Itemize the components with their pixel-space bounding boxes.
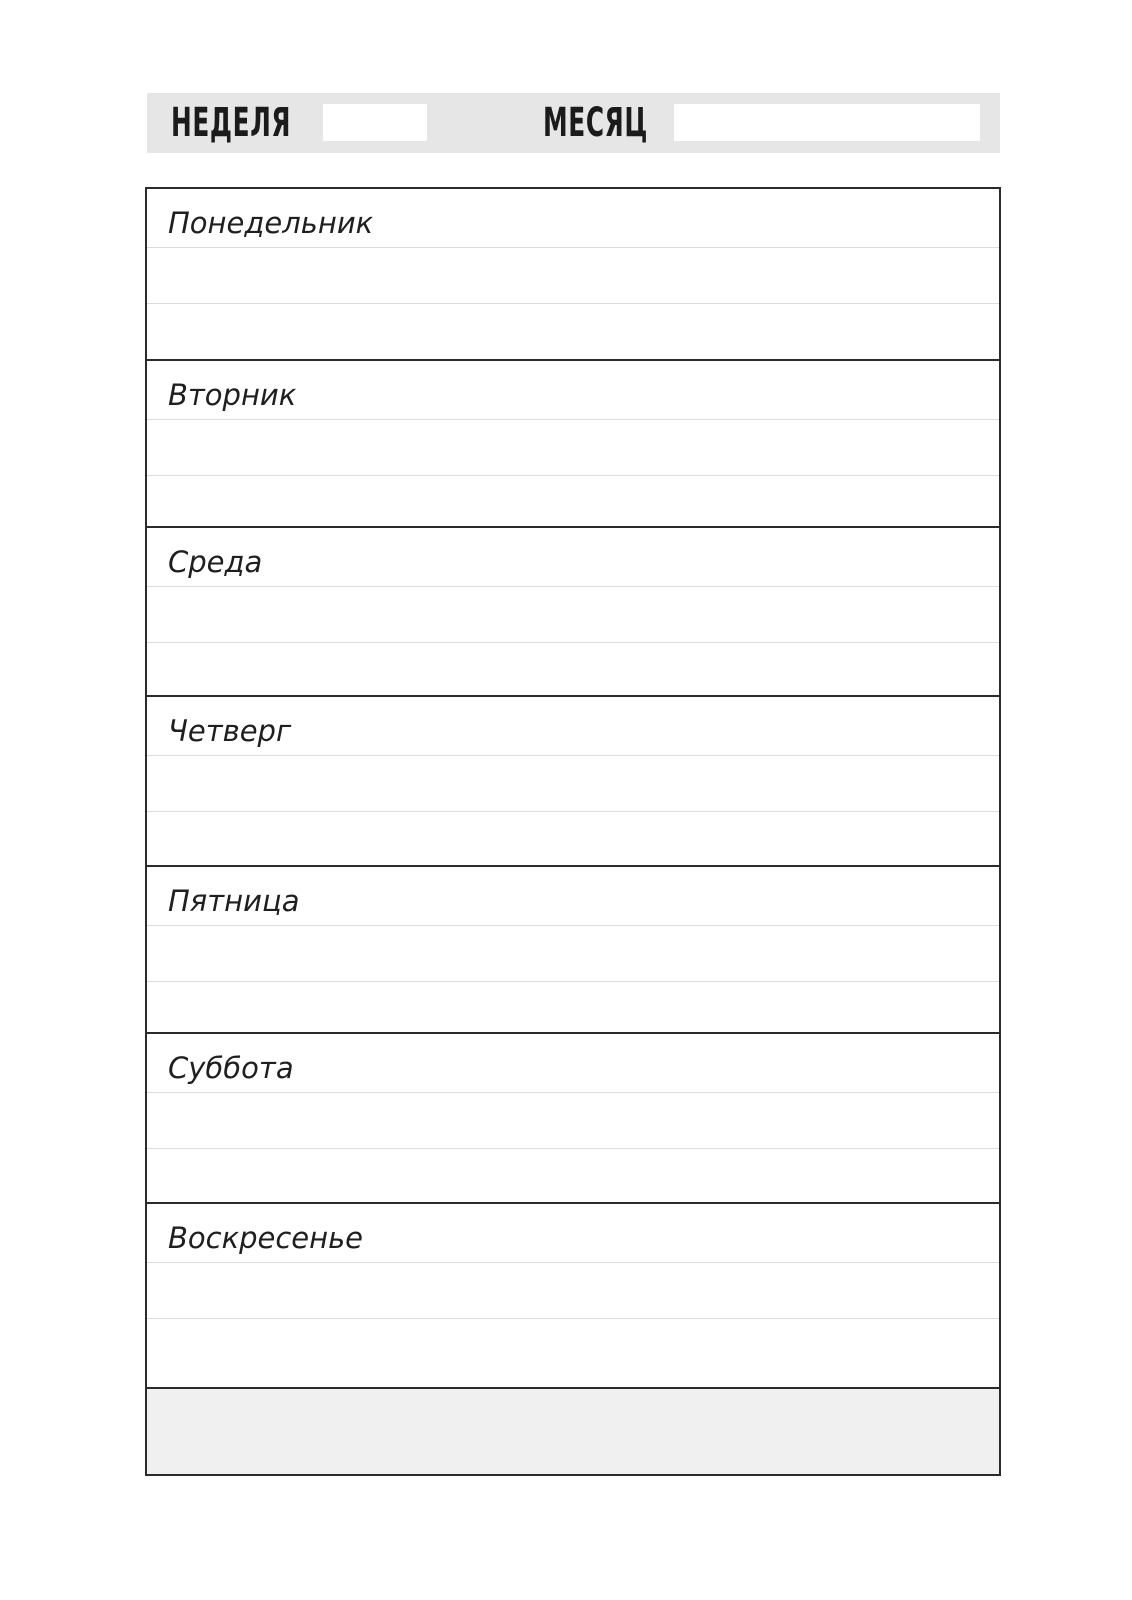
writing-line <box>147 1148 999 1149</box>
header-bar <box>147 93 1000 153</box>
weekly-planner <box>145 187 1001 1476</box>
week-input[interactable] <box>323 104 427 141</box>
writing-line <box>147 642 999 643</box>
writing-line <box>147 811 999 812</box>
writing-line <box>147 755 999 756</box>
day-block-monday[interactable] <box>147 189 999 361</box>
day-label-tuesday: Вторник <box>168 378 297 412</box>
writing-line <box>147 1318 999 1319</box>
writing-line <box>147 1092 999 1093</box>
notes-area[interactable] <box>147 1389 999 1474</box>
day-block-tuesday[interactable] <box>147 361 999 528</box>
writing-line <box>147 247 999 248</box>
writing-line <box>147 303 999 304</box>
day-label-saturday: Суббота <box>168 1051 294 1085</box>
day-block-sunday[interactable] <box>147 1204 999 1389</box>
day-label-monday: Понедельник <box>168 206 374 240</box>
day-label-friday: Пятница <box>168 884 300 918</box>
day-label-sunday: Воскресенье <box>168 1221 364 1255</box>
day-block-wednesday[interactable] <box>147 528 999 697</box>
writing-line <box>147 419 999 420</box>
day-block-thursday[interactable] <box>147 697 999 867</box>
month-input[interactable] <box>674 104 980 141</box>
week-label: НЕДЕЛЯ <box>171 100 292 146</box>
writing-line <box>147 586 999 587</box>
day-block-saturday[interactable] <box>147 1034 999 1204</box>
writing-line <box>147 925 999 926</box>
day-block-friday[interactable] <box>147 867 999 1034</box>
writing-line <box>147 475 999 476</box>
month-label: МЕСЯЦ <box>543 100 649 146</box>
writing-line <box>147 981 999 982</box>
day-label-wednesday: Среда <box>168 545 263 579</box>
day-label-thursday: Четверг <box>168 714 292 748</box>
writing-line <box>147 1262 999 1263</box>
